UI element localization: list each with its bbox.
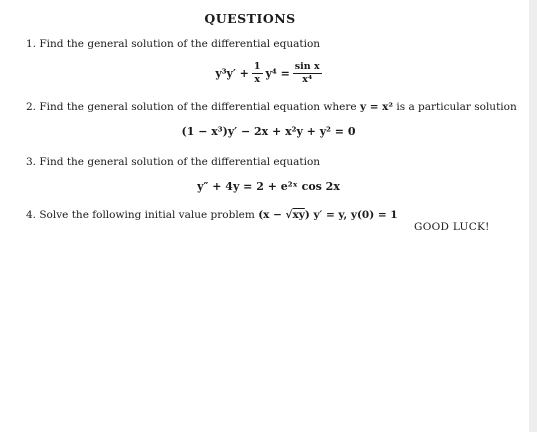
good-luck-text: GOOD LUCK!: [414, 221, 490, 233]
q1-fraction-1: [252, 62, 263, 85]
question-1-text: 1. Find the general solution of the differential equation: [26, 38, 321, 50]
question-1-equation: [0, 62, 537, 85]
q1-eq-part-a: y³y′ +: [215, 66, 249, 80]
q4-math-b: ) y′ = y, y(0) = 1: [304, 209, 398, 221]
question-2-condition: y = x²: [359, 101, 394, 113]
question-4-line: [26, 209, 398, 221]
q1-fraction-2: [293, 62, 322, 85]
q1-frac1-den: x: [254, 73, 261, 85]
question-2-text: 2. Find the general solution of the differential equation where: [26, 101, 357, 113]
question-4-equation: [258, 209, 397, 221]
question-2-equation: (1 − x³)y′ − 2x + x²y + y² = 0: [181, 125, 356, 138]
question-2-line: [26, 101, 517, 113]
question-2-text-after: is a particular solution: [396, 101, 517, 113]
q4-math-a: (x − √: [258, 209, 293, 221]
question-4-text: 4. Solve the following initial value problem: [26, 209, 255, 221]
q1-eq-part-b: y⁴ =: [265, 66, 290, 80]
question-3-equation: y″ + 4y = 2 + e²ˣ cos 2x: [197, 180, 340, 193]
q1-frac2-den: x⁴: [302, 73, 313, 85]
q4-math-sqrt: xy: [292, 209, 305, 221]
question-3-text: 3. Find the general solution of the differential equation: [26, 156, 321, 168]
page-title: QUESTIONS: [204, 11, 296, 26]
q1-frac2-num: sin x: [294, 61, 320, 72]
q1-frac1-num: 1: [253, 61, 261, 72]
